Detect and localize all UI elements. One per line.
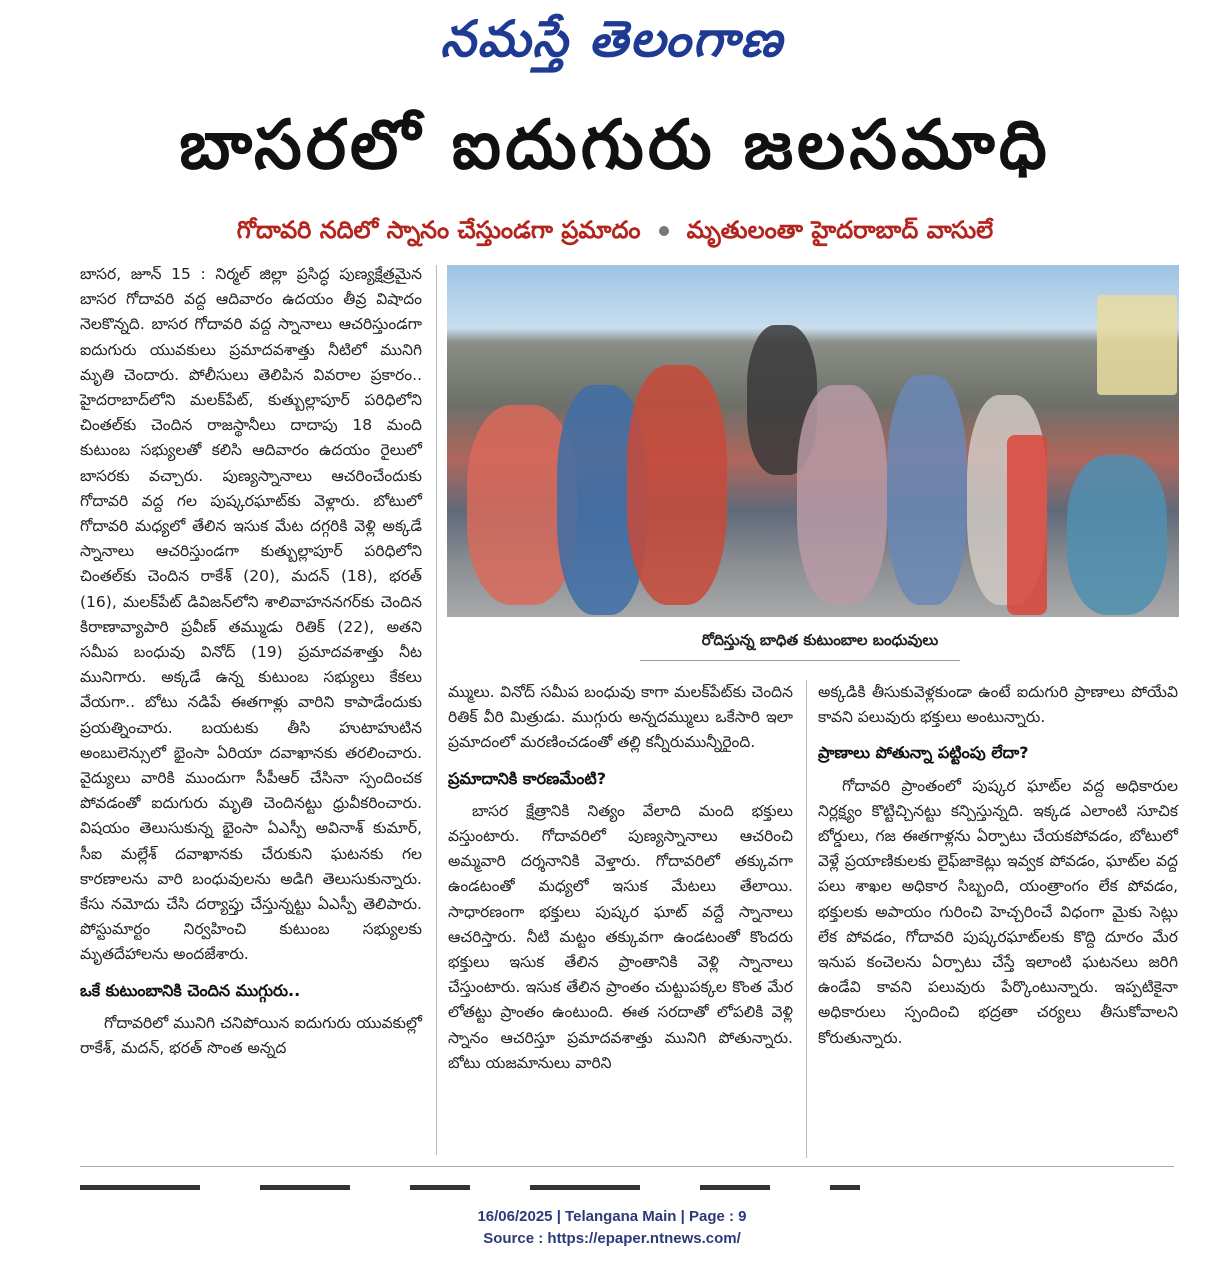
footer-date-edition: 16/06/2025 | Telangana Main | Page : 9 [477,1208,747,1225]
paragraph: అక్కడికి తీసుకువెళ్లకుండా ఉంటే ఐదుగురి ప్రాణాలు పోయేవి కావని పలువురు భక్తులు అంటున్నారు. [818,683,1178,727]
paragraph: గోదావరిలో మునిగి చనిపోయిన ఐదుగురు యువకుల్లో రాకేశ్, మదన్, భరత్ సొంత అన్నద [80,1013,422,1058]
article-column-2 [448,680,793,1076]
footer-source: Source : https://epaper.ntnews.com/ [483,1230,741,1247]
bullet-dot-icon [659,226,669,236]
paragraph: బాసర క్షేత్రానికి నిత్యం వేలాది మంది భక్తులు వస్తుంటారు. గోదావరిలో పుణ్యస్నానాలు ఆచరించి అమ్మవారి దర్శనానికి వెళ్తారు. గోదావరిలో తక్కువగా ఉండటంతో మధ్యలో ఇసుక మేటలు తేలాయి. సాధారణంగా భక్తులు పుష్కర ఘాట్ వద్దే స్నానాలు ఆచరిస్తారు. నీటి మట్టం తక్కువగా ఉండటంతో కొందరు భక్తులు ఇసుక తేలిన ప్రాంతానికి వెళ్లి స్నానాలు చేస్తుంటారు. ఇసుక తేలిన ప్రాంతం చుట్టుపక్కల కొంత మేర లోతట్టు ప్రాంతం ఉంటుంది. ఈత సరదాతో లోపలికి వెళ్లి స్నానం ఆచరిస్తూ ప్రమాదవశాత్తు మునిగి పోతున్నారు. బోటు యజమానులు వారిని [448,801,793,1072]
subheadline [40,210,1190,250]
section-heading-family: ఒకే కుటుంబానికి చెందిన ముగ్గురు.. [80,980,301,1000]
bottom-rule [80,1166,1174,1167]
article-column-1 [80,262,422,1061]
caption-rule [640,660,960,661]
news-photo [447,265,1179,617]
subhead-left: గోదావరి నదిలో స్నానం చేస్తుండగా ప్రమాదం [236,216,641,244]
column-divider [436,265,437,1155]
paragraph: గోదావరి ప్రాంతంలో పుష్కర ఘాట్‌ల వద్ద అధికారుల నిర్లక్ష్యం కొట్టిచ్చినట్టు కన్పిస్తున్నది. ఇక్కడ ఎలాంటి సూచిక బోర్డులు, గజ ఈతగాళ్లను ఏర్పాటు చేయకపోవడం, బోటులో వెళ్లే ప్రయాణికులకు లైఫ్‌జాకెట్లు ఇవ్వక పోవడం, ఘాట్‌ల వద్ద పలు శాఖల అధికార సిబ్బంది, యంత్రాంగం లేక పోవడం, భక్తులకు అపాయం గురించి హెచ్చరించే విధంగా మైకు సెట్లు లేక పోవడం, గోదావరి పుష్కరఘాట్‌లకు కొద్ది దూరం మేర ఇనుప కంచెలను ఏర్పాటు చేస్తే ఇలాంటి ఘటనలు జరిగి ఉండేవి కావని పలువురు పేర్కొంటున్నారు. ఇప్పటికైనా అధికారులు స్పందించి భద్రతా చర్యలు తీసుకోవాలని కోరుతున్నారు. [818,776,1178,1047]
page-headline: బాసరలో ఐదుగురు జలసమాధి [179,106,1051,185]
paragraph: మ్ములు. వినోద్ సమీప బంధువు కాగా మలక్‌పేట్‌కు చెందిన రితిక్ వీరి మిత్రుడు. ముగ్గురు అన్నదమ్ములు ఒకేసారి ఇలా ప్రమాదంలో మరణించడంతో తల్లి కన్నీరుమున్నీరైంది. [448,683,793,752]
page-footer [0,1206,1224,1250]
section-heading-cause: ప్రమాదానికి కారణమేంటి? [448,768,606,788]
newspaper-masthead: నమస్తే తెలంగాణ [440,9,784,68]
photo-caption: రోదిస్తున్న బాధిత కుటుంబాల బంధువులు [701,631,939,649]
lead-paragraph: బాసర, జూన్ 15 : నిర్మల్ జిల్లా ప్రసిద్ధ పుణ్యక్షేత్రమైన బాసర గోదావరి వద్ద ఆదివారం ఉదయం తీవ్ర విషాదం నెలకొన్నది. బాసర గోదావరి వద్ద స్నానాలు ఆచరిస్తుండగా ఐదుగురు యువకులు ప్రమాదవశాత్తు నీటిలో మునిగి మృతి చెందారు. పోలీసులు తెలిపిన వివరాల ప్రకారం.. హైదరాబాద్‌లోని మలక్‌పేట్, కుత్బుల్లాపూర్ పరిధిలోని చింతల్‌కు చెందిన రాజస్థానీలు దాదాపు 18 మంది కుటుంబ సభ్యులతో కలిసి ఆదివారం ఉదయం రైలులో బాసరకు వచ్చారు. పుణ్యస్నానాలు ఆచరించేందుకు గోదావరి వద్ద గల పుష్కరఘాట్‌కు వెళ్లారు. బోటులో గోదావరి మధ్యలో తేలిన ఇసుక మేట దగ్గరికి వెళ్లి అక్కడే స్నానాలు ఆచరిస్తుండగా కుత్బుల్లాపూర్ పరిధిలోని చింతల్‌కు చెందిన రాకేశ్ (20), మదన్ (18), భరత్ (16), మలక్‌పేట్ డివిజన్‌లోని శాలివాహననగర్‌కు చెందిన కిరాణావ్యాపారి ప్రవీణ్ తమ్ముడు రితిక్ (22), అతని సమీప బంధువు వినోద్ (19) ప్రమాదవశాత్తు నీట మునిగారు. అక్కడే ఉన్న కుటుంబ సభ్యులు కేకలు వేయగా.. బోటు నడిపే ఈతగాళ్లు వారిని కాపాడేందుకు ప్రయత్నించారు. బయటకు తీసి హుటాహుటిన అంబులెన్సులో భైంసా ఏరియా దవాఖానకు తరలించారు. వైద్యులు వారికి ముందుగా సీపీఆర్ చేసినా స్పందించక పోవడంతో ఐదుగురు మృతి చెందినట్టు ధ్రువీకరించారు. విషయం తెలుసుకున్న భైంసా ఏఎస్పీ అవినాశ్ కుమార్, సీఐ మల్లేశ్ దవాఖానకు చేరుకుని ఘటనకు గల కారణాలను వారి బంధువులను అడిగి తెలుసుకున్నారు. కేసు నమోదు చేసి దర్యాప్తు చేస్తున్నట్టు ఏఎస్పీ తెలిపారు. పోస్టుమార్టం నిర్వహించి కుటుంబ సభ్యులకు మృతదేహాలను అందజేశారు. [80,265,422,964]
article-column-3 [818,680,1178,1051]
section-heading-negligence: ప్రాణాలు పోతున్నా పట్టింపు లేదా? [818,743,1029,763]
cropped-next-headline [80,1176,1174,1190]
column-divider [806,680,807,1158]
subhead-right: మృతులంతా హైదరాబాద్ వాసులే [686,216,994,244]
